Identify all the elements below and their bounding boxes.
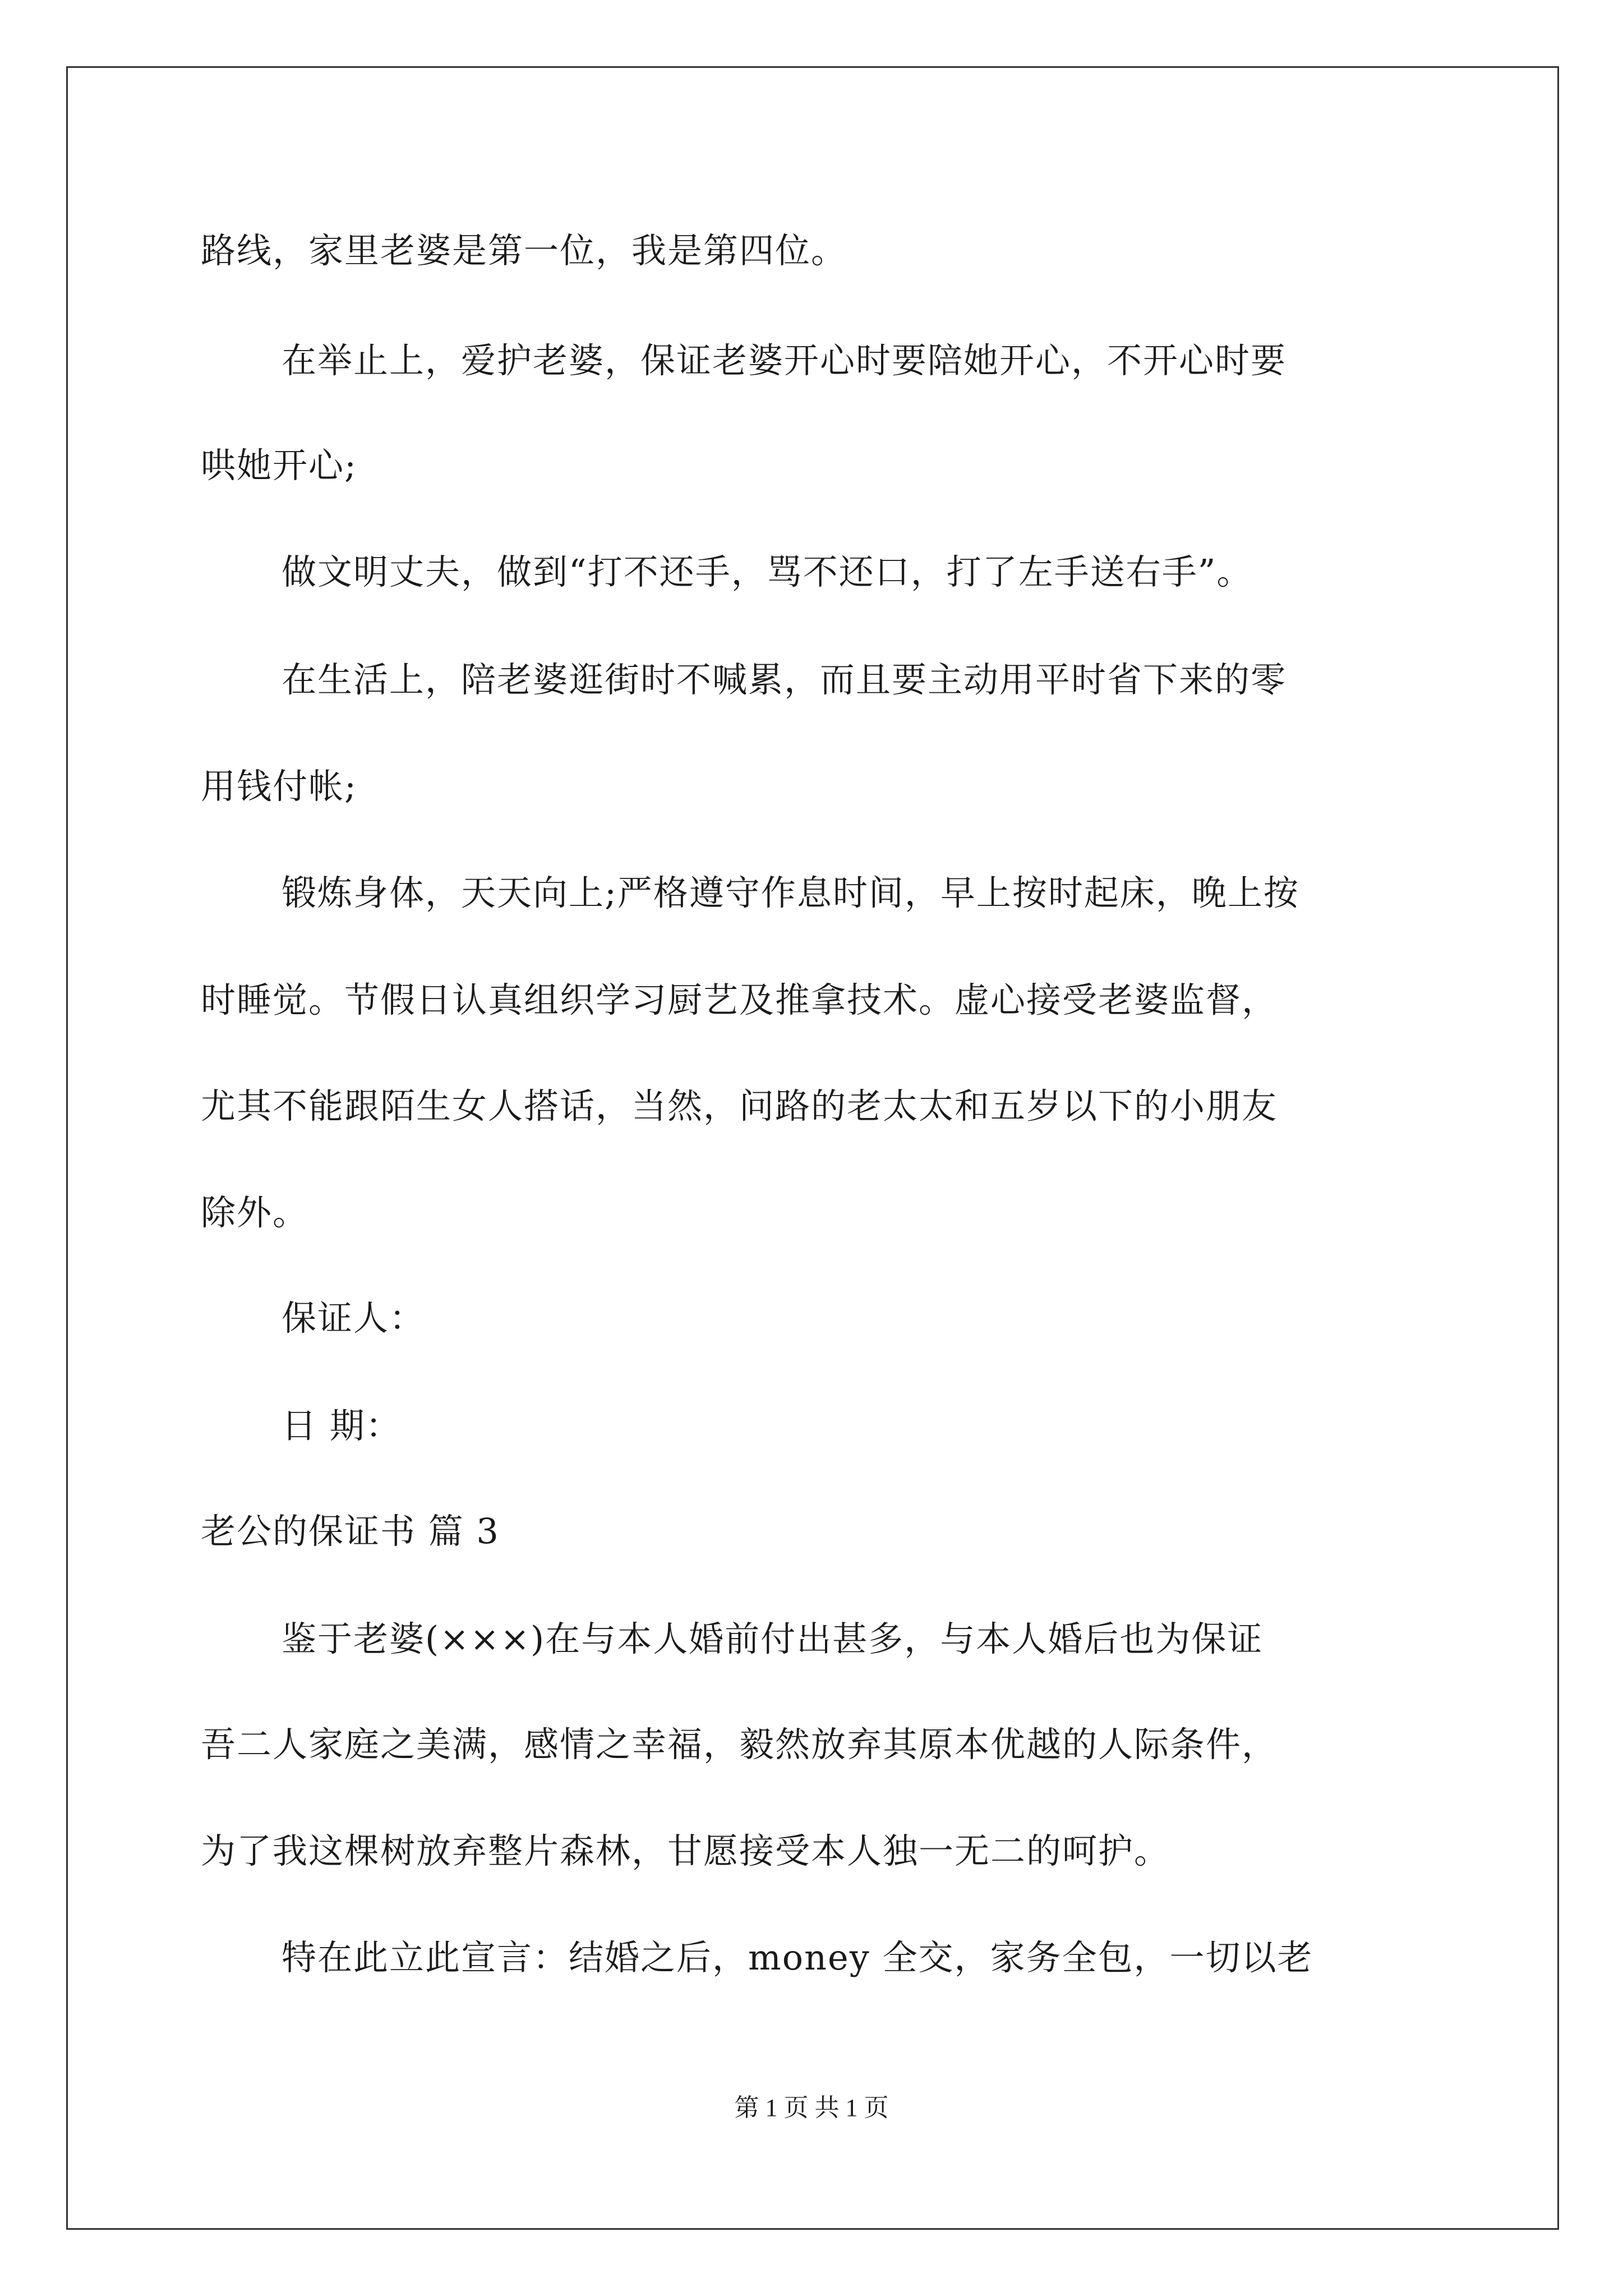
body-line: 锻炼身体，天天向上;严格遵守作息时间，早上按时起床，晚上按 (282, 872, 1299, 913)
body-line: 特在此立此宣言：结婚之后，money 全交，家务全包，一切以老 (282, 1937, 1313, 1978)
body-line: 鉴于老婆(×××)在与本人婚前付出甚多，与本人婚后也为保证 (282, 1618, 1264, 1659)
body-line: 吾二人家庭之美满，感情之幸福，毅然放弃其原本优越的人际条件， (201, 1724, 1278, 1765)
body-line: 用钱付帐; (201, 766, 357, 807)
body-line: 除外。 (201, 1192, 309, 1233)
date-label: 日 期： (282, 1405, 402, 1446)
body-line: 在举止上，爱护老婆，保证老婆开心时要陪她开心，不开心时要 (282, 340, 1287, 381)
body-line: 做文明丈夫，做到“打不还手，骂不还口，打了左手送右手”。 (282, 551, 1253, 592)
body-line: 路线，家里老婆是第一位，我是第四位。 (201, 230, 847, 271)
body-line: 哄她开心; (201, 445, 357, 486)
page-footer: 第 1 页 共 1 页 (734, 2094, 889, 2122)
section-heading: 老公的保证书 篇 3 (201, 1511, 500, 1552)
body-line: 在生活上，陪老婆逛街时不喊累，而且要主动用平时省下来的零 (282, 659, 1287, 700)
body-line: 为了我这棵树放弃整片森林，甘愿接受本人独一无二的呵护。 (201, 1830, 1170, 1871)
body-line: 尤其不能跟陌生女人搭话，当然，问路的老太太和五岁以下的小朋友 (201, 1085, 1278, 1126)
signatory-label: 保证人： (282, 1297, 426, 1338)
body-line: 时睡觉。节假日认真组织学习厨艺及推拿技术。虚心接受老婆监督， (201, 979, 1278, 1020)
page-border (66, 66, 1559, 2230)
